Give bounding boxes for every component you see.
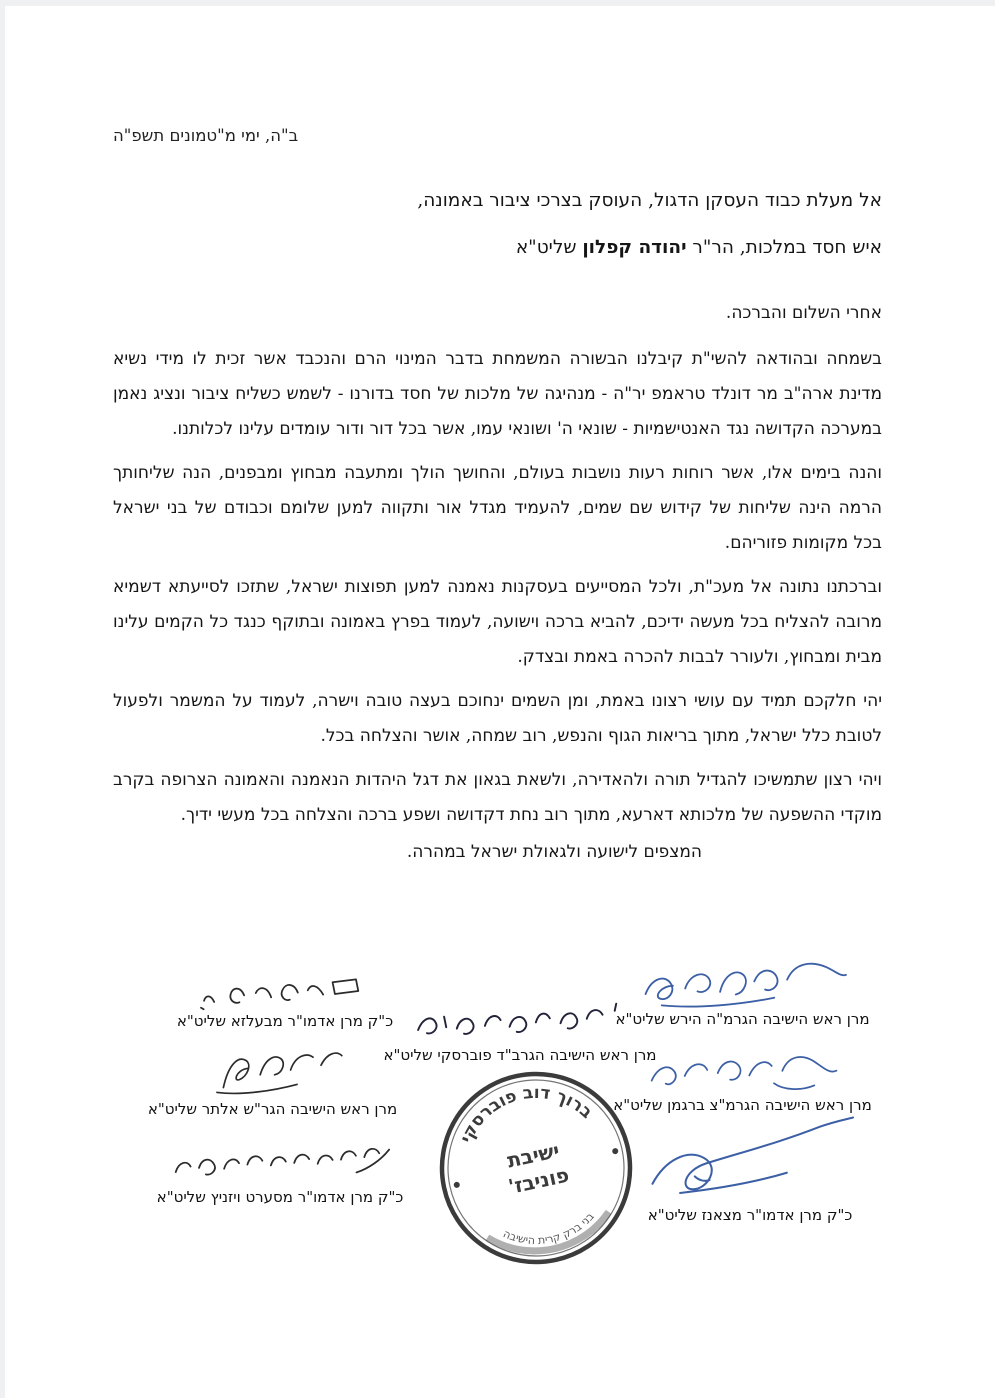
signature-label: כ"ק מרן אדמו"ר מבעלזא שליט"א [176, 1012, 394, 1030]
stamp-left-dot [453, 1181, 460, 1188]
body-paragraph: יהי חלקכם תמיד עם עושי רצונו באמת, ומן השמים ינחוכם בעצה טובה וישרה, לעמוד על המשמר ולפעול לטובת כלל ישראל, מתוך בריאות הגוף והנפש, רוב שמחה, אושר והצלחה בכל. [113, 691, 882, 746]
body-paragraph: ויהי רצון שתמשיכו להגדיל תורה ולהאדירה, ולשאת בגאון את דגל היהדות הנאמנה והאמונה הצרופה בקרב מוקדי ההשפעה של מלכותא דארעא, מתוך רוב נחת דקדושה ושפע ברכה והצלחה בכל מעשי ידיך. [113, 770, 882, 825]
signature-seret-vizhnitz-handwriting [144, 1135, 415, 1190]
signature-label: מרן ראש הישיבה הגרמ"צ ברגמן שליט"א [613, 1096, 872, 1114]
closing-line: המצפים לישועה ולגאולת ישראל במהרה. [406, 842, 702, 862]
signature-block-belz [150, 968, 420, 1030]
signature-bergman-handwriting [627, 1042, 859, 1098]
signatures-block [0, 950, 995, 1350]
date-line: ב"ה, ימי מ"טמונים תשפ"ה [113, 126, 299, 145]
signature-block-seret-vizhnitz [125, 1140, 435, 1206]
body-paragraph: וברכתנו נתונה אל מעכ"ת, ולכל המסייעים בעסקנות נאמנה למען תפוצות ישראל, שתזכו לסייעתא דשמיא מרובה להצליח בכל מעשה ידיכם, להביא ברכה וישועה, לעמוד בפרץ באמונה ובתוקף כנגד כל הקמים עלינו מבית ומבחוץ, ולעורר לבבות להכרה באמת ובצדק. [113, 577, 882, 667]
signature-hirsch-handwriting [621, 950, 863, 1014]
stamp-arc-top-text: ברוך דוב פוברסקי [456, 1082, 597, 1146]
salutation-line-1: אל מעלת כבוד העסקן הדגול, העוסק בצרכי ציבור באמונה, [417, 190, 882, 211]
body-paragraph: בשמחה ובהודאה להשי"ת קיבלנו הבשורה המשמחת בדבר המינוי הרם והנכבד אשר זכית לו מידי נשיא מדינת ארה"ב מר דונלד טראמפ יר"ה - מנהיגה של מלכות של חסד בדורנו - לשמש כשליח ציבור ונציג נאמן במערכה הקדושה נגד האנטישמיות - שונאי ה' ושונאי עמו, אשר בכל דור ודור עומדים עלינו לכלותנו. [113, 349, 882, 439]
stamp-center-line-2: פוניבז' [506, 1162, 572, 1199]
stamp-center-line-1: ישיבת [504, 1138, 562, 1173]
signature-label: מרן ראש הישיבה הגרב"ד פוברסקי שליט"א [383, 1046, 657, 1064]
salutation-line-2-prefix: איש חסד במלכות, הר"ר [686, 237, 882, 258]
signature-label: מרן ראש הישיבה הגר"ש אלתר שליט"א [147, 1100, 398, 1118]
body-paragraph: והנה בימים אלו, אשר רוחות רעות נושבות בעולם, והחושך הולך ומתעבה מבחוץ ומבפנים, הנה שליחותך הרמה הינה שליחות של קידוש שם שמים, להעמיד מגדל אור ותקווה למען שלומם וכבודם של בני ישראל בכל מקומות פזוריהם. [113, 463, 882, 553]
signature-label: מרן ראש הישיבה הגרמ"ה הירש שליט"א [615, 1010, 870, 1028]
signature-label: כ"ק מרן אדמו"ר מצאנז שליט"א [647, 1206, 853, 1224]
signature-block-alter [135, 1038, 410, 1118]
salutation [113, 177, 882, 271]
recipient-name: יהודה קפלון [582, 237, 687, 258]
signature-label: כ"ק מרן אדמו"ר מסערט ויזניץ שליט"א [156, 1188, 404, 1206]
ponevezh-stamp [417, 1049, 654, 1286]
stamp-right-dot [612, 1148, 619, 1155]
greeting-line: אחרי השלום והברכה. [725, 303, 882, 323]
salutation-line-2-suffix: שליט"א [515, 237, 583, 258]
signature-belz-handwriting [179, 963, 391, 1016]
signature-block-sanz [610, 1112, 890, 1224]
signature-povarsky-handwriting [389, 995, 650, 1048]
signature-block-povarsky [385, 1000, 655, 1064]
signature-alter-handwriting [183, 1038, 363, 1098]
stamp-arc-bottom-text: בני ברק קרית הישיבה [501, 1209, 597, 1248]
stamp-graphic [417, 1049, 654, 1286]
salutation-line-2 [113, 224, 882, 271]
signature-sanz-handwriting [630, 1112, 870, 1204]
